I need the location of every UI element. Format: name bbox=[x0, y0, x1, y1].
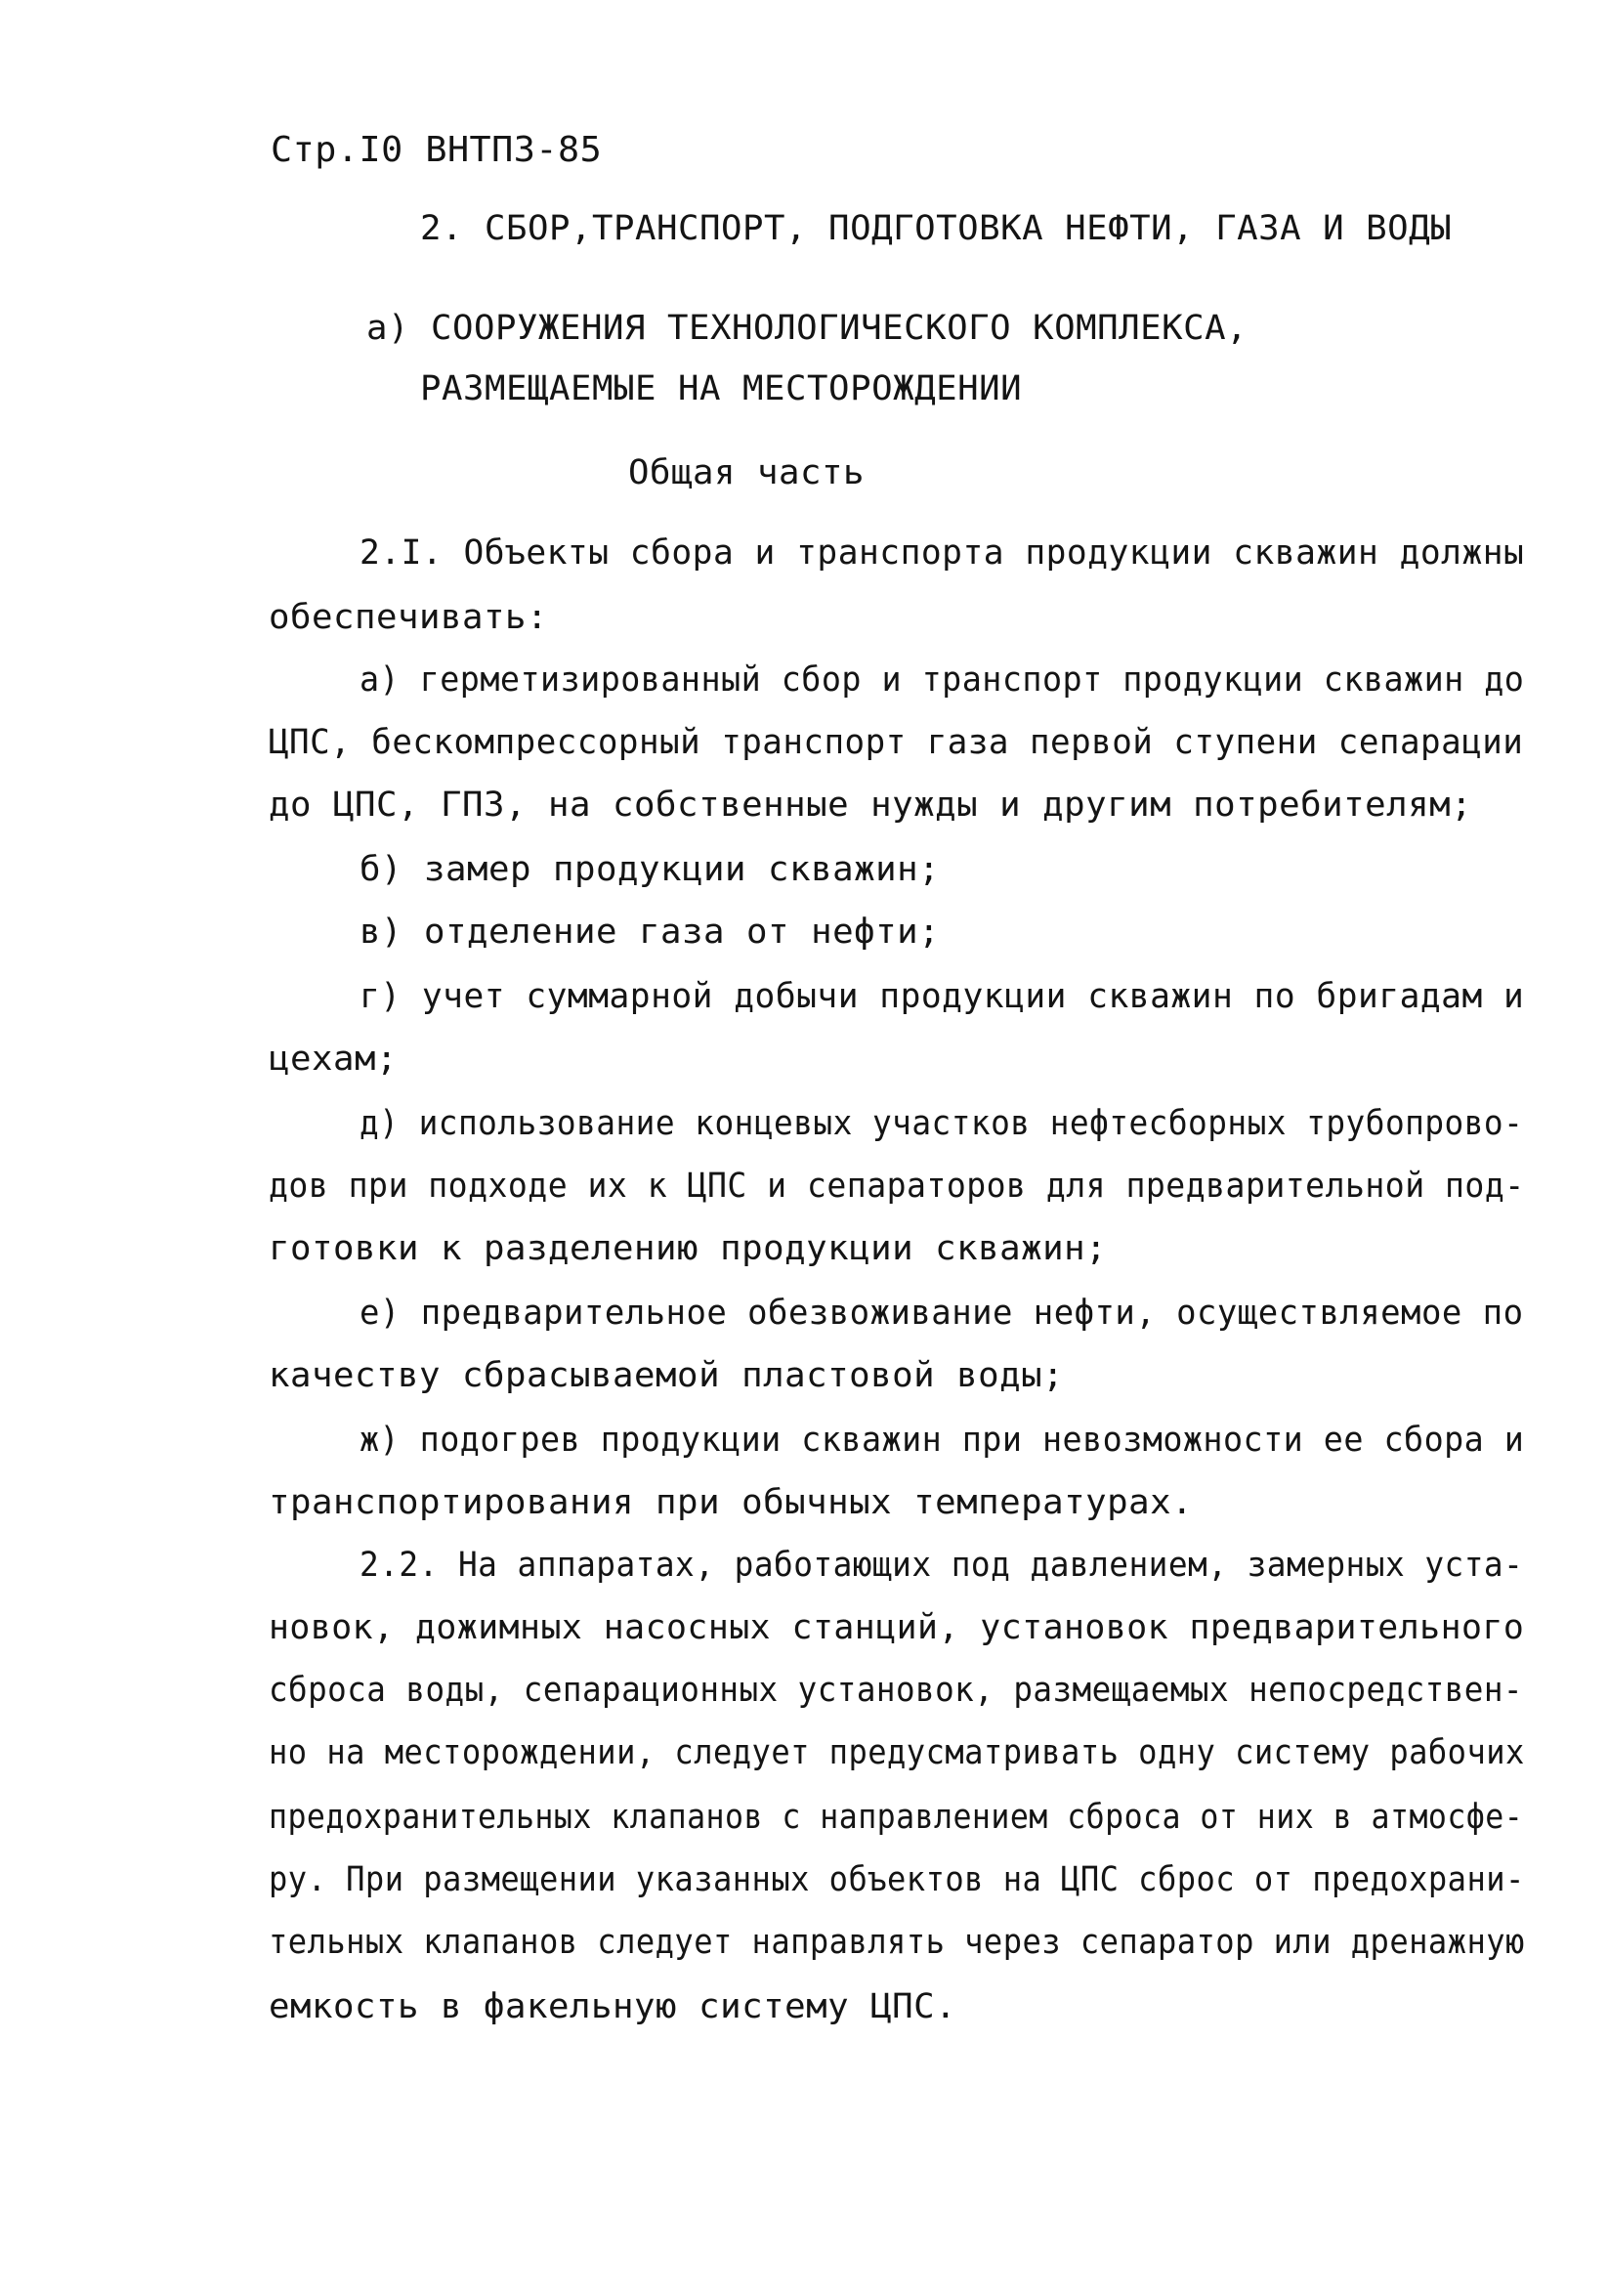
paragraph-line: ру. При размещении указанных объектов на ЦПС сброс от предохрани- bbox=[269, 1860, 1525, 1899]
section-title: 2. СБОР,ТРАНСПОРТ, ПОДГОТОВКА НЕФТИ, ГАЗА И ВОДЫ bbox=[420, 209, 1453, 248]
paragraph-line: ж) подогрев продукции скважин при невозможности ее сбора и bbox=[360, 1421, 1525, 1460]
paragraph-line: транспортирования при обычных температурах. bbox=[269, 1483, 1194, 1522]
paragraph-line: емкость в факельную систему ЦПС. bbox=[269, 1987, 957, 2026]
paragraph-line: а) герметизированный сбор и транспорт продукции скважин до bbox=[360, 660, 1525, 700]
paragraph-line: тельных клапанов следует направлять через сепаратор или дренажную bbox=[269, 1923, 1525, 1962]
paragraph-line: д) использование концевых участков нефтесборных трубопрово- bbox=[360, 1104, 1524, 1143]
part-heading: Общая часть bbox=[628, 453, 866, 492]
paragraph-line: 2.I. Объекты сбора и транспорта продукции скважин должны bbox=[360, 533, 1525, 573]
paragraph-line: новок, дожимных насосных станций, установок предварительного bbox=[269, 1608, 1525, 1647]
subsection-title-line-1: а) СООРУЖЕНИЯ ТЕХНОЛОГИЧЕСКОГО КОМПЛЕКСА, bbox=[366, 309, 1248, 348]
paragraph-line: сброса воды, сепарационных установок, размещаемых непосредствен- bbox=[269, 1671, 1523, 1710]
paragraph-line: обеспечивать: bbox=[269, 598, 549, 637]
paragraph-line: г) учет суммарной добычи продукции скважин по бригадам и bbox=[360, 977, 1525, 1016]
paragraph-line: цехам; bbox=[269, 1040, 399, 1079]
paragraph-line: б) замер продукции скважин; bbox=[360, 850, 941, 889]
paragraph-line: до ЦПС, ГПЗ, на собственные нужды и другим потребителям; bbox=[269, 786, 1473, 825]
paragraph-line: предохранительных клапанов с направлением сброса от них в атмосфе- bbox=[269, 1798, 1524, 1837]
paragraph-line: дов при подходе их к ЦПС и сепараторов для предварительной под- bbox=[269, 1167, 1525, 1206]
paragraph-line: ЦПС, бескомпрессорный транспорт газа первой ступени сепарации bbox=[269, 723, 1524, 762]
subsection-title-line-2: РАЗМЕЩАЕМЫЕ НА МЕСТОРОЖДЕНИИ bbox=[420, 369, 1023, 408]
paragraph-line: качеству сбрасываемой пластовой воды; bbox=[269, 1356, 1065, 1395]
paragraph-line: 2.2. На аппаратах, работающих под давлением, замерных уста- bbox=[360, 1546, 1524, 1585]
paragraph-line: готовки к разделению продукции скважин; bbox=[269, 1229, 1108, 1268]
paragraph-line: но на месторождении, следует предусматривать одну систему рабочих bbox=[269, 1733, 1525, 1772]
paragraph-line: в) отделение газа от нефти; bbox=[360, 913, 941, 952]
paragraph-line: е) предварительное обезвоживание нефти, осуществляемое по bbox=[360, 1294, 1524, 1333]
page-header: Стр.I0 ВНТПЗ-85 bbox=[271, 130, 603, 170]
